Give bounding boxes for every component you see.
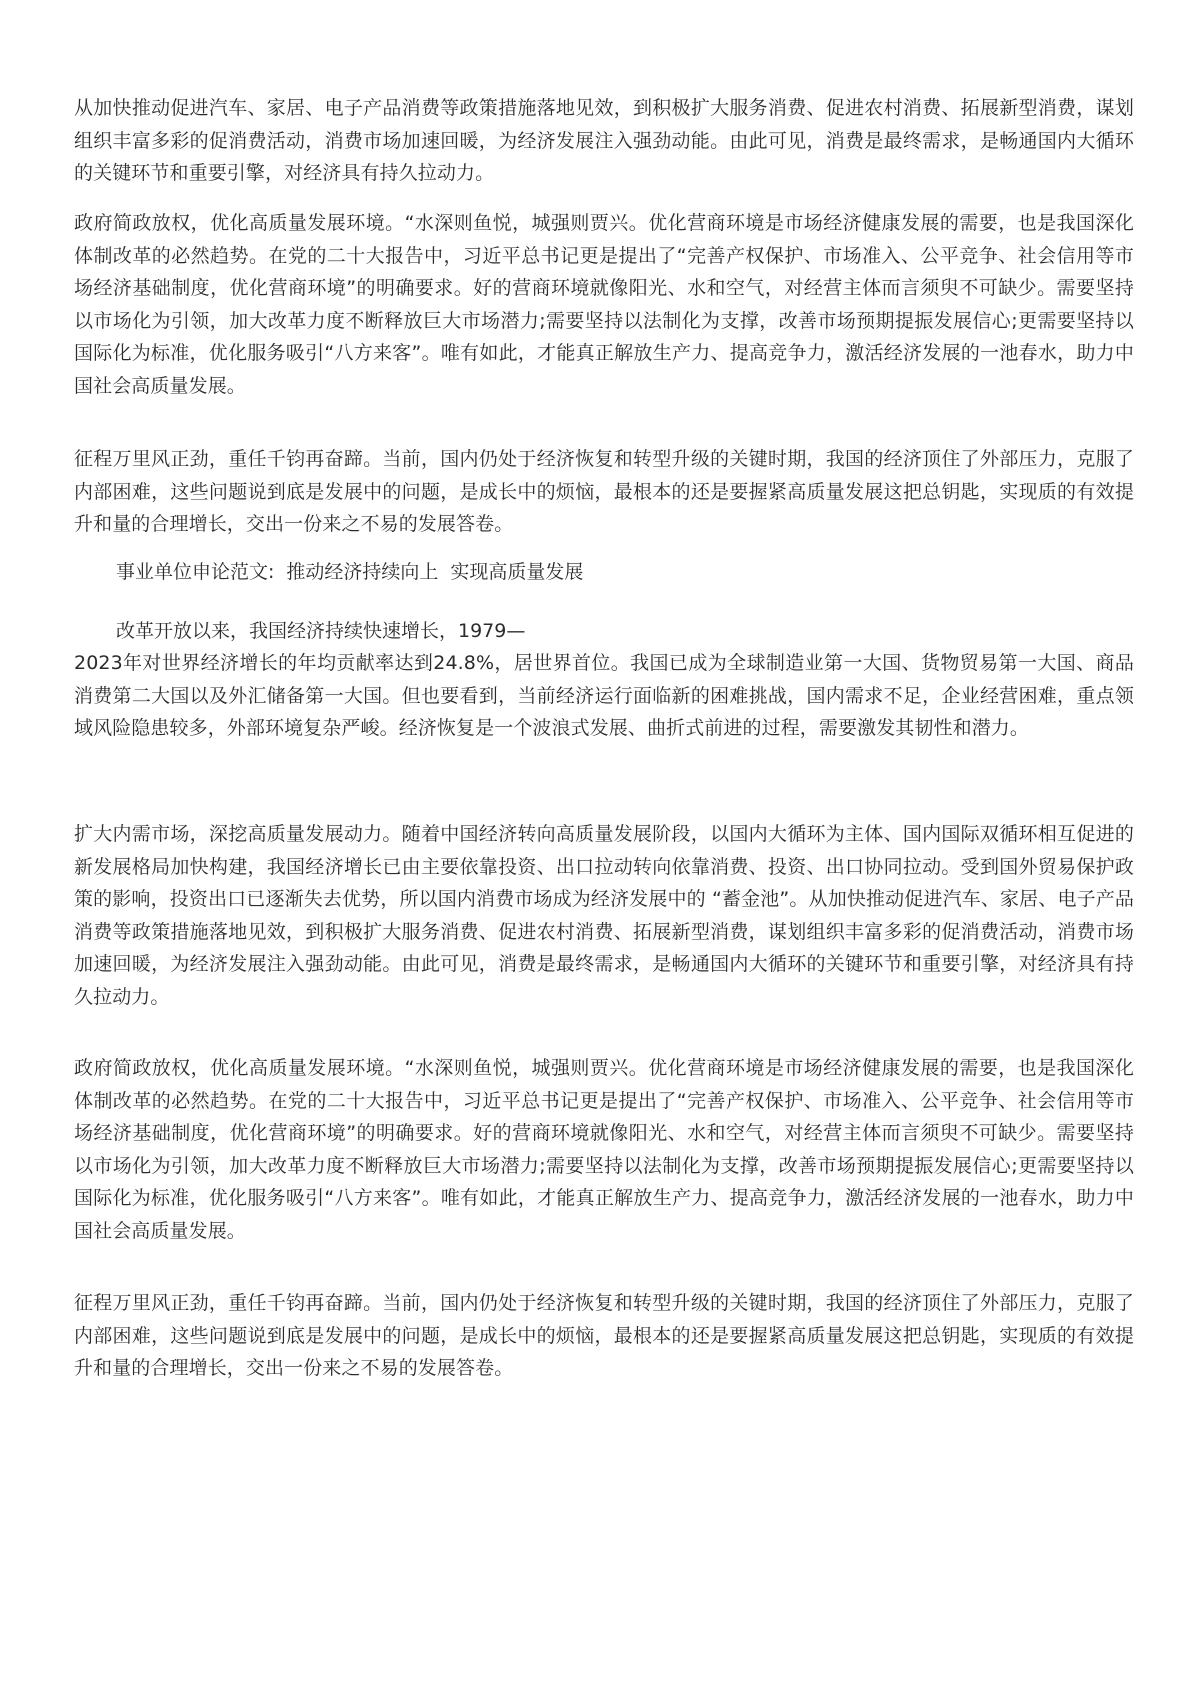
paragraph-reform-first-line: 改革开放以来，我国经济持续快速增长，1979— [116, 620, 526, 642]
article-title-part2: 实现高质量发展 [450, 561, 584, 583]
paragraph-business-environment-repeat: 政府简政放权，优化高质量发展环境。“水深则鱼悦，城强则贾兴。优化营商环境是市场经济健康发展的需要，也是我国深化体制改革的必然趋势。在党的二十大报告中，习近平总书记更是提出了“完善产权保护、市场准入、公平竞争、社会信用等市场经济基础制度，优化营商环境”的明确要求。好的营商环境就像阳光、水和空气，对经营主体而言须臾不可缺少。需要坚持以市场化为引领，加大改革力度不断释放巨大市场潜力;需要坚持以法制化为支撑，改善市场预期提振发展信心;更需要坚持以国际化为标准，优化服务吸引“八方来客”。唯有如此，才能真正解放生产力、提高竞争力，激活经济发展的一池春水，助力中国社会高质量发展。 [74, 1057, 1134, 1242]
article-title-prefix: 事业单位申论范文: [116, 561, 275, 583]
paragraph-consumption-continued: 从加快推动促进汽车、家居、电子产品消费等政策措施落地见效，到积极扩大服务消费、促进农村消费、拓展新型消费，谋划组织丰富多彩的促消费活动，消费市场加速回暖，为经济发展注入强劲动能。由此可见，消费是最终需求，是畅通国内大循环的关键环节和重要引擎，对经济具有持久拉动力。 [74, 97, 1134, 184]
article-title-part1: 推动经济持续向上 [286, 561, 439, 583]
paragraph-reform-body: 2023年对世界经济增长的年均贡献率达到24.8%，居世界首位。我国已成为全球制造业第一大国、货物贸易第一大国、商品消费第二大国以及外汇储备第一大国。但也要看到，当前经济运行面临新的困难挑战，国内需求不足，企业经营困难，重点领域风险隐患较多，外部环境复杂严峻。经济恢复是一个波浪式发展、曲折式前进的过程，需要激发其韧性和潜力。 [74, 652, 1134, 739]
paragraph-domestic-demand: 扩大内需市场，深挖高质量发展动力。随着中国经济转向高质量发展阶段，以国内大循环为主体、国内国际双循环相互促进的新发展格局加快构建，我国经济增长已由主要依靠投资、出口拉动转向依靠消费、投资、出口协同拉动。受到国外贸易保护政策的影响，投资出口已逐渐失去优势，所以国内消费市场成为经济发展中的 “蓄金池”。从加快推动促进汽车、家居、电子产品消费等政策措施落地见效，到积极扩大服务消费、促进农村消费、拓展新型消费，谋划组织丰富多彩的促消费活动，消费市场加速回暖，为经济发展注入强劲动能。由此可见，消费是最终需求，是畅通国内大循环的关键环节和重要引擎，对经济具有持久拉动力。 [74, 823, 1134, 1008]
paragraph-business-environment: 政府简政放权，优化高质量发展环境。“水深则鱼悦，城强则贾兴。优化营商环境是市场经济健康发展的需要，也是我国深化体制改革的必然趋势。在党的二十大报告中，习近平总书记更是提出了“完善产权保护、市场准入、公平竞争、社会信用等市场经济基础制度，优化营商环境”的明确要求。好的营商环境就像阳光、水和空气，对经营主体而言须臾不可缺少。需要坚持以市场化为引领，加大改革力度不断释放巨大市场潜力;需要坚持以法制化为支撑，改善市场预期提振发展信心;更需要坚持以国际化为标准，优化服务吸引“八方来客”。唯有如此，才能真正解放生产力、提高竞争力，激活经济发展的一池春水，助力中国社会高质量发展。 [74, 212, 1134, 397]
paragraph-conclusion-repeat: 征程万里风正劲，重任千钧再奋蹄。当前，国内仍处于经济恢复和转型升级的关键时期，我国的经济顶住了外部压力，克服了内部困难，这些问题说到底是发展中的问题，是成长中的烦恼，最根本的还是要握紧高质量发展这把总钥匙，实现质的有效提升和量的合理增长，交出一份来之不易的发展答卷。 [74, 1292, 1134, 1379]
article-title [74, 556, 1134, 589]
paragraph-conclusion: 征程万里风正劲，重任千钧再奋蹄。当前，国内仍处于经济恢复和转型升级的关键时期，我国的经济顶住了外部压力，克服了内部困难，这些问题说到底是发展中的问题，是成长中的烦恼，最根本的还是要握紧高质量发展这把总钥匙，实现质的有效提升和量的合理增长，交出一份来之不易的发展答卷。 [74, 448, 1134, 535]
